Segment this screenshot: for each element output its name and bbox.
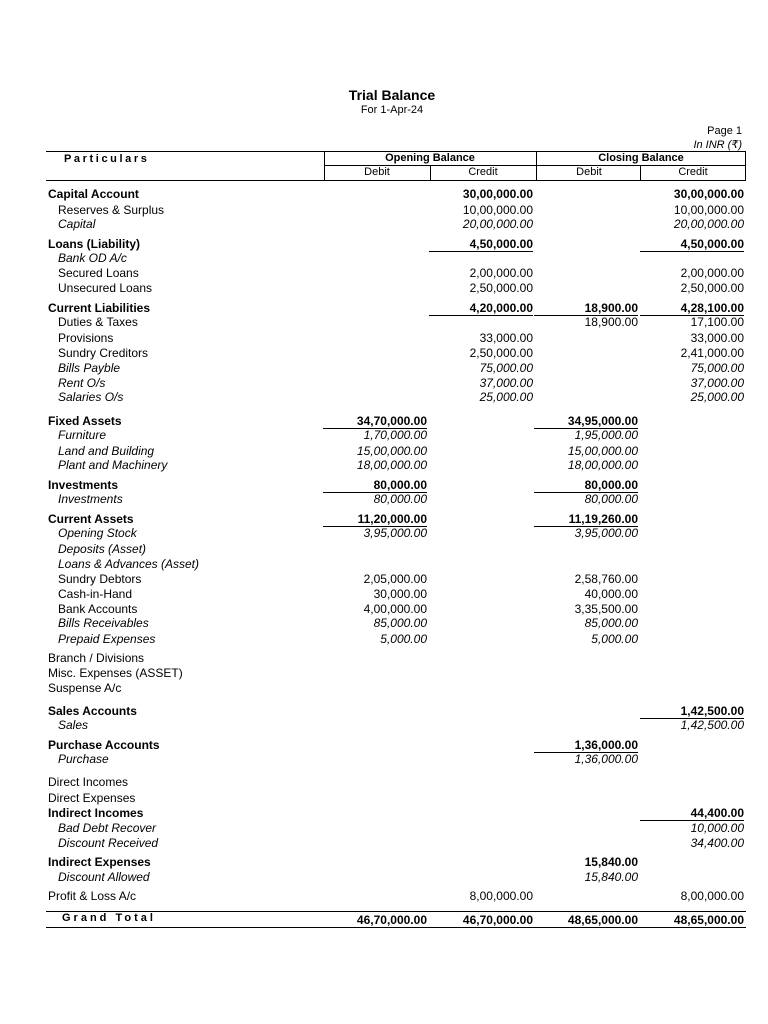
amount-cb-cr: 2,50,000.00	[680, 281, 744, 295]
row-particulars: Capital Account	[48, 187, 139, 201]
amount-ob-cr: 2,00,000.00	[469, 266, 533, 280]
amount-ob-dr: 1,70,000.00	[363, 428, 427, 442]
row-particulars: Capital	[58, 217, 96, 231]
row-particulars: Provisions	[58, 331, 114, 345]
row-particulars: Purchase Accounts	[48, 738, 160, 752]
grand-total-row	[0, 913, 768, 927]
row-particulars: Discount Allowed	[58, 870, 150, 884]
amount-ob-cr: 75,000.00	[479, 361, 533, 375]
account-group-row	[0, 237, 768, 251]
ledger-row	[0, 632, 768, 646]
row-particulars: Duties & Taxes	[58, 315, 138, 329]
amount-cb-dr: 34,95,000.00	[534, 414, 638, 429]
row-particulars: Unsecured Loans	[58, 281, 153, 295]
header-divider-right	[745, 151, 746, 180]
amount-cb-cr: 25,000.00	[690, 390, 744, 404]
amount-cb-cr: 44,400.00	[640, 806, 744, 821]
row-particulars: Indirect Incomes	[48, 806, 144, 820]
amount-cb-dr: 80,000.00	[534, 478, 638, 493]
ledger-row	[0, 492, 768, 506]
ledger-row	[0, 376, 768, 390]
grand-total-bottom-rule	[46, 927, 746, 928]
report-title: Trial Balance	[348, 87, 436, 103]
ledger-row	[0, 870, 768, 884]
amount-cb-dr: 2,58,760.00	[574, 572, 638, 586]
account-group-row	[0, 889, 768, 903]
amount-cb-cr: 34,400.00	[690, 836, 744, 850]
account-group-row	[0, 738, 768, 752]
ledger-row	[0, 266, 768, 280]
ledger-row	[0, 331, 768, 345]
row-particulars: Sundry Creditors	[58, 346, 149, 360]
grand-total-cb-credit: 48,65,000.00	[673, 913, 744, 927]
ledger-row	[0, 572, 768, 586]
amount-cb-cr: 4,50,000.00	[640, 237, 744, 252]
report-subtitle: For 1-Apr-24	[360, 104, 424, 116]
row-particulars: Fixed Assets	[48, 414, 122, 428]
ledger-row	[0, 616, 768, 630]
amount-ob-dr: 11,20,000.00	[323, 512, 427, 527]
amount-ob-dr: 80,000.00	[323, 478, 427, 493]
header-opening-balance: Opening Balance	[385, 152, 475, 164]
amount-cb-cr: 2,41,000.00	[680, 346, 744, 360]
amount-cb-cr: 2,00,000.00	[680, 266, 744, 280]
amount-ob-dr: 5,000.00	[380, 632, 427, 646]
row-particulars: Bills Payble	[58, 361, 121, 375]
ledger-row	[0, 821, 768, 835]
amount-cb-dr: 15,00,000.00	[567, 444, 638, 458]
row-particulars: Bad Debt Recover	[58, 821, 157, 835]
amount-cb-dr: 18,900.00	[534, 301, 638, 316]
grand-total-ob-credit: 46,70,000.00	[462, 913, 533, 927]
amount-cb-dr: 15,840.00	[584, 855, 638, 869]
ledger-row	[0, 718, 768, 732]
amount-ob-cr: 8,00,000.00	[469, 889, 533, 903]
row-particulars: Investments	[48, 478, 119, 492]
ledger-row	[0, 526, 768, 540]
row-particulars: Branch / Divisions	[48, 651, 145, 665]
amount-cb-cr: 37,000.00	[690, 376, 744, 390]
amount-cb-cr: 10,000.00	[690, 821, 744, 835]
row-particulars: Discount Received	[58, 836, 159, 850]
account-group-row	[0, 414, 768, 428]
row-particulars: Suspense A/c	[48, 681, 122, 695]
account-group-row	[0, 681, 768, 695]
row-particulars: Cash-in-Hand	[58, 587, 133, 601]
amount-cb-cr: 4,28,100.00	[640, 301, 744, 316]
row-particulars: Direct Expenses	[48, 791, 136, 805]
amount-cb-cr: 17,100.00	[690, 315, 744, 329]
amount-cb-dr: 15,840.00	[584, 870, 638, 884]
account-group-row	[0, 666, 768, 680]
ledger-row	[0, 217, 768, 231]
row-particulars: Current Liabilities	[48, 301, 151, 315]
amount-ob-cr: 2,50,000.00	[469, 281, 533, 295]
row-particulars: Rent O/s	[58, 376, 106, 390]
amount-cb-dr: 40,000.00	[584, 587, 638, 601]
amount-cb-dr: 5,000.00	[591, 632, 638, 646]
amount-ob-cr: 30,00,000.00	[462, 187, 533, 201]
amount-cb-dr: 80,000.00	[584, 492, 638, 506]
row-particulars: Sundry Debtors	[58, 572, 142, 586]
amount-cb-cr: 8,00,000.00	[680, 889, 744, 903]
row-particulars: Direct Incomes	[48, 775, 129, 789]
row-particulars: Sales	[58, 718, 89, 732]
amount-ob-cr: 25,000.00	[479, 390, 533, 404]
amount-cb-cr: 1,42,500.00	[640, 704, 744, 719]
amount-ob-dr: 30,000.00	[373, 587, 427, 601]
page-number: Page 1	[707, 125, 742, 137]
account-group-row	[0, 651, 768, 665]
row-particulars: Deposits (Asset)	[58, 542, 147, 556]
header-particulars: Particulars	[64, 153, 150, 165]
amount-cb-dr: 3,95,000.00	[574, 526, 638, 540]
amount-cb-cr: 75,000.00	[690, 361, 744, 375]
ledger-row	[0, 587, 768, 601]
account-group-row	[0, 704, 768, 718]
amount-ob-dr: 2,05,000.00	[363, 572, 427, 586]
amount-cb-cr: 10,00,000.00	[673, 203, 744, 217]
header-cb-credit: Credit	[678, 166, 708, 178]
amount-ob-dr: 3,95,000.00	[363, 526, 427, 540]
amount-ob-cr: 20,00,000.00	[462, 217, 533, 231]
amount-cb-dr: 1,36,000.00	[574, 752, 638, 766]
account-group-row	[0, 791, 768, 805]
ledger-row	[0, 602, 768, 616]
ledger-row	[0, 458, 768, 472]
amount-ob-cr: 37,000.00	[479, 376, 533, 390]
row-particulars: Bills Receivables	[58, 616, 149, 630]
account-group-row	[0, 187, 768, 201]
amount-ob-dr: 34,70,000.00	[323, 414, 427, 429]
row-particulars: Misc. Expenses (ASSET)	[48, 666, 183, 680]
row-particulars: Bank Accounts	[58, 602, 138, 616]
ledger-row	[0, 428, 768, 442]
row-particulars: Indirect Expenses	[48, 855, 151, 869]
ledger-row	[0, 836, 768, 850]
header-closing-balance: Closing Balance	[598, 152, 684, 164]
ledger-row	[0, 203, 768, 217]
amount-cb-cr: 20,00,000.00	[673, 217, 744, 231]
account-group-row	[0, 806, 768, 820]
ledger-row	[0, 444, 768, 458]
row-particulars: Loans & Advances (Asset)	[58, 557, 199, 571]
amount-cb-dr: 18,900.00	[584, 315, 638, 329]
row-particulars: Sales Accounts	[48, 704, 137, 718]
row-particulars: Investments	[58, 492, 123, 506]
row-particulars: Bank OD A/c	[58, 251, 127, 265]
row-particulars: Reserves & Surplus	[58, 203, 165, 217]
currency-label: In INR (₹)	[693, 139, 742, 151]
amount-ob-cr: 2,50,000.00	[469, 346, 533, 360]
row-particulars: Plant and Machinery	[58, 458, 168, 472]
row-particulars: Profit & Loss A/c	[48, 889, 137, 903]
ledger-row	[0, 557, 768, 571]
header-ob-debit: Debit	[364, 166, 390, 178]
ledger-row	[0, 281, 768, 295]
amount-ob-dr: 85,000.00	[373, 616, 427, 630]
account-group-row	[0, 301, 768, 315]
ledger-row	[0, 346, 768, 360]
account-group-row	[0, 855, 768, 869]
account-group-row	[0, 512, 768, 526]
ledger-row	[0, 251, 768, 265]
amount-cb-dr: 3,35,500.00	[574, 602, 638, 616]
row-particulars: Furniture	[58, 428, 107, 442]
ledger-row	[0, 361, 768, 375]
amount-ob-dr: 4,00,000.00	[363, 602, 427, 616]
account-group-row	[0, 478, 768, 492]
row-particulars: Purchase	[58, 752, 109, 766]
amount-cb-dr: 85,000.00	[584, 616, 638, 630]
row-particulars: Current Assets	[48, 512, 134, 526]
amount-ob-dr: 18,00,000.00	[356, 458, 427, 472]
amount-cb-cr: 33,000.00	[690, 331, 744, 345]
ledger-row	[0, 315, 768, 329]
grand-total-ob-debit: 46,70,000.00	[356, 913, 427, 927]
header-ob-credit: Credit	[468, 166, 498, 178]
amount-cb-dr: 18,00,000.00	[567, 458, 638, 472]
row-particulars: Secured Loans	[58, 266, 139, 280]
account-group-row	[0, 775, 768, 789]
row-particulars: Salaries O/s	[58, 390, 124, 404]
row-particulars: Loans (Liability)	[48, 237, 141, 251]
amount-ob-cr: 4,50,000.00	[429, 237, 533, 252]
amount-cb-dr: 1,36,000.00	[534, 738, 638, 753]
ledger-row	[0, 542, 768, 556]
amount-ob-dr: 80,000.00	[373, 492, 427, 506]
row-particulars: Prepaid Expenses	[58, 632, 156, 646]
ledger-row	[0, 390, 768, 404]
amount-cb-cr: 30,00,000.00	[673, 187, 744, 201]
amount-cb-dr: 11,19,260.00	[534, 512, 638, 527]
amount-ob-cr: 4,20,000.00	[429, 301, 533, 316]
grand-total-cb-debit: 48,65,000.00	[567, 913, 638, 927]
amount-ob-cr: 10,00,000.00	[462, 203, 533, 217]
amount-ob-dr: 15,00,000.00	[356, 444, 427, 458]
row-particulars: Opening Stock	[58, 526, 137, 540]
amount-cb-cr: 1,42,500.00	[680, 718, 744, 732]
header-bottom-rule	[46, 180, 746, 181]
amount-cb-dr: 1,95,000.00	[574, 428, 638, 442]
row-particulars: Land and Building	[58, 444, 155, 458]
amount-ob-cr: 33,000.00	[479, 331, 533, 345]
ledger-row	[0, 752, 768, 766]
header-cb-debit: Debit	[576, 166, 602, 178]
grand-total-label: Grand Total	[62, 912, 156, 924]
